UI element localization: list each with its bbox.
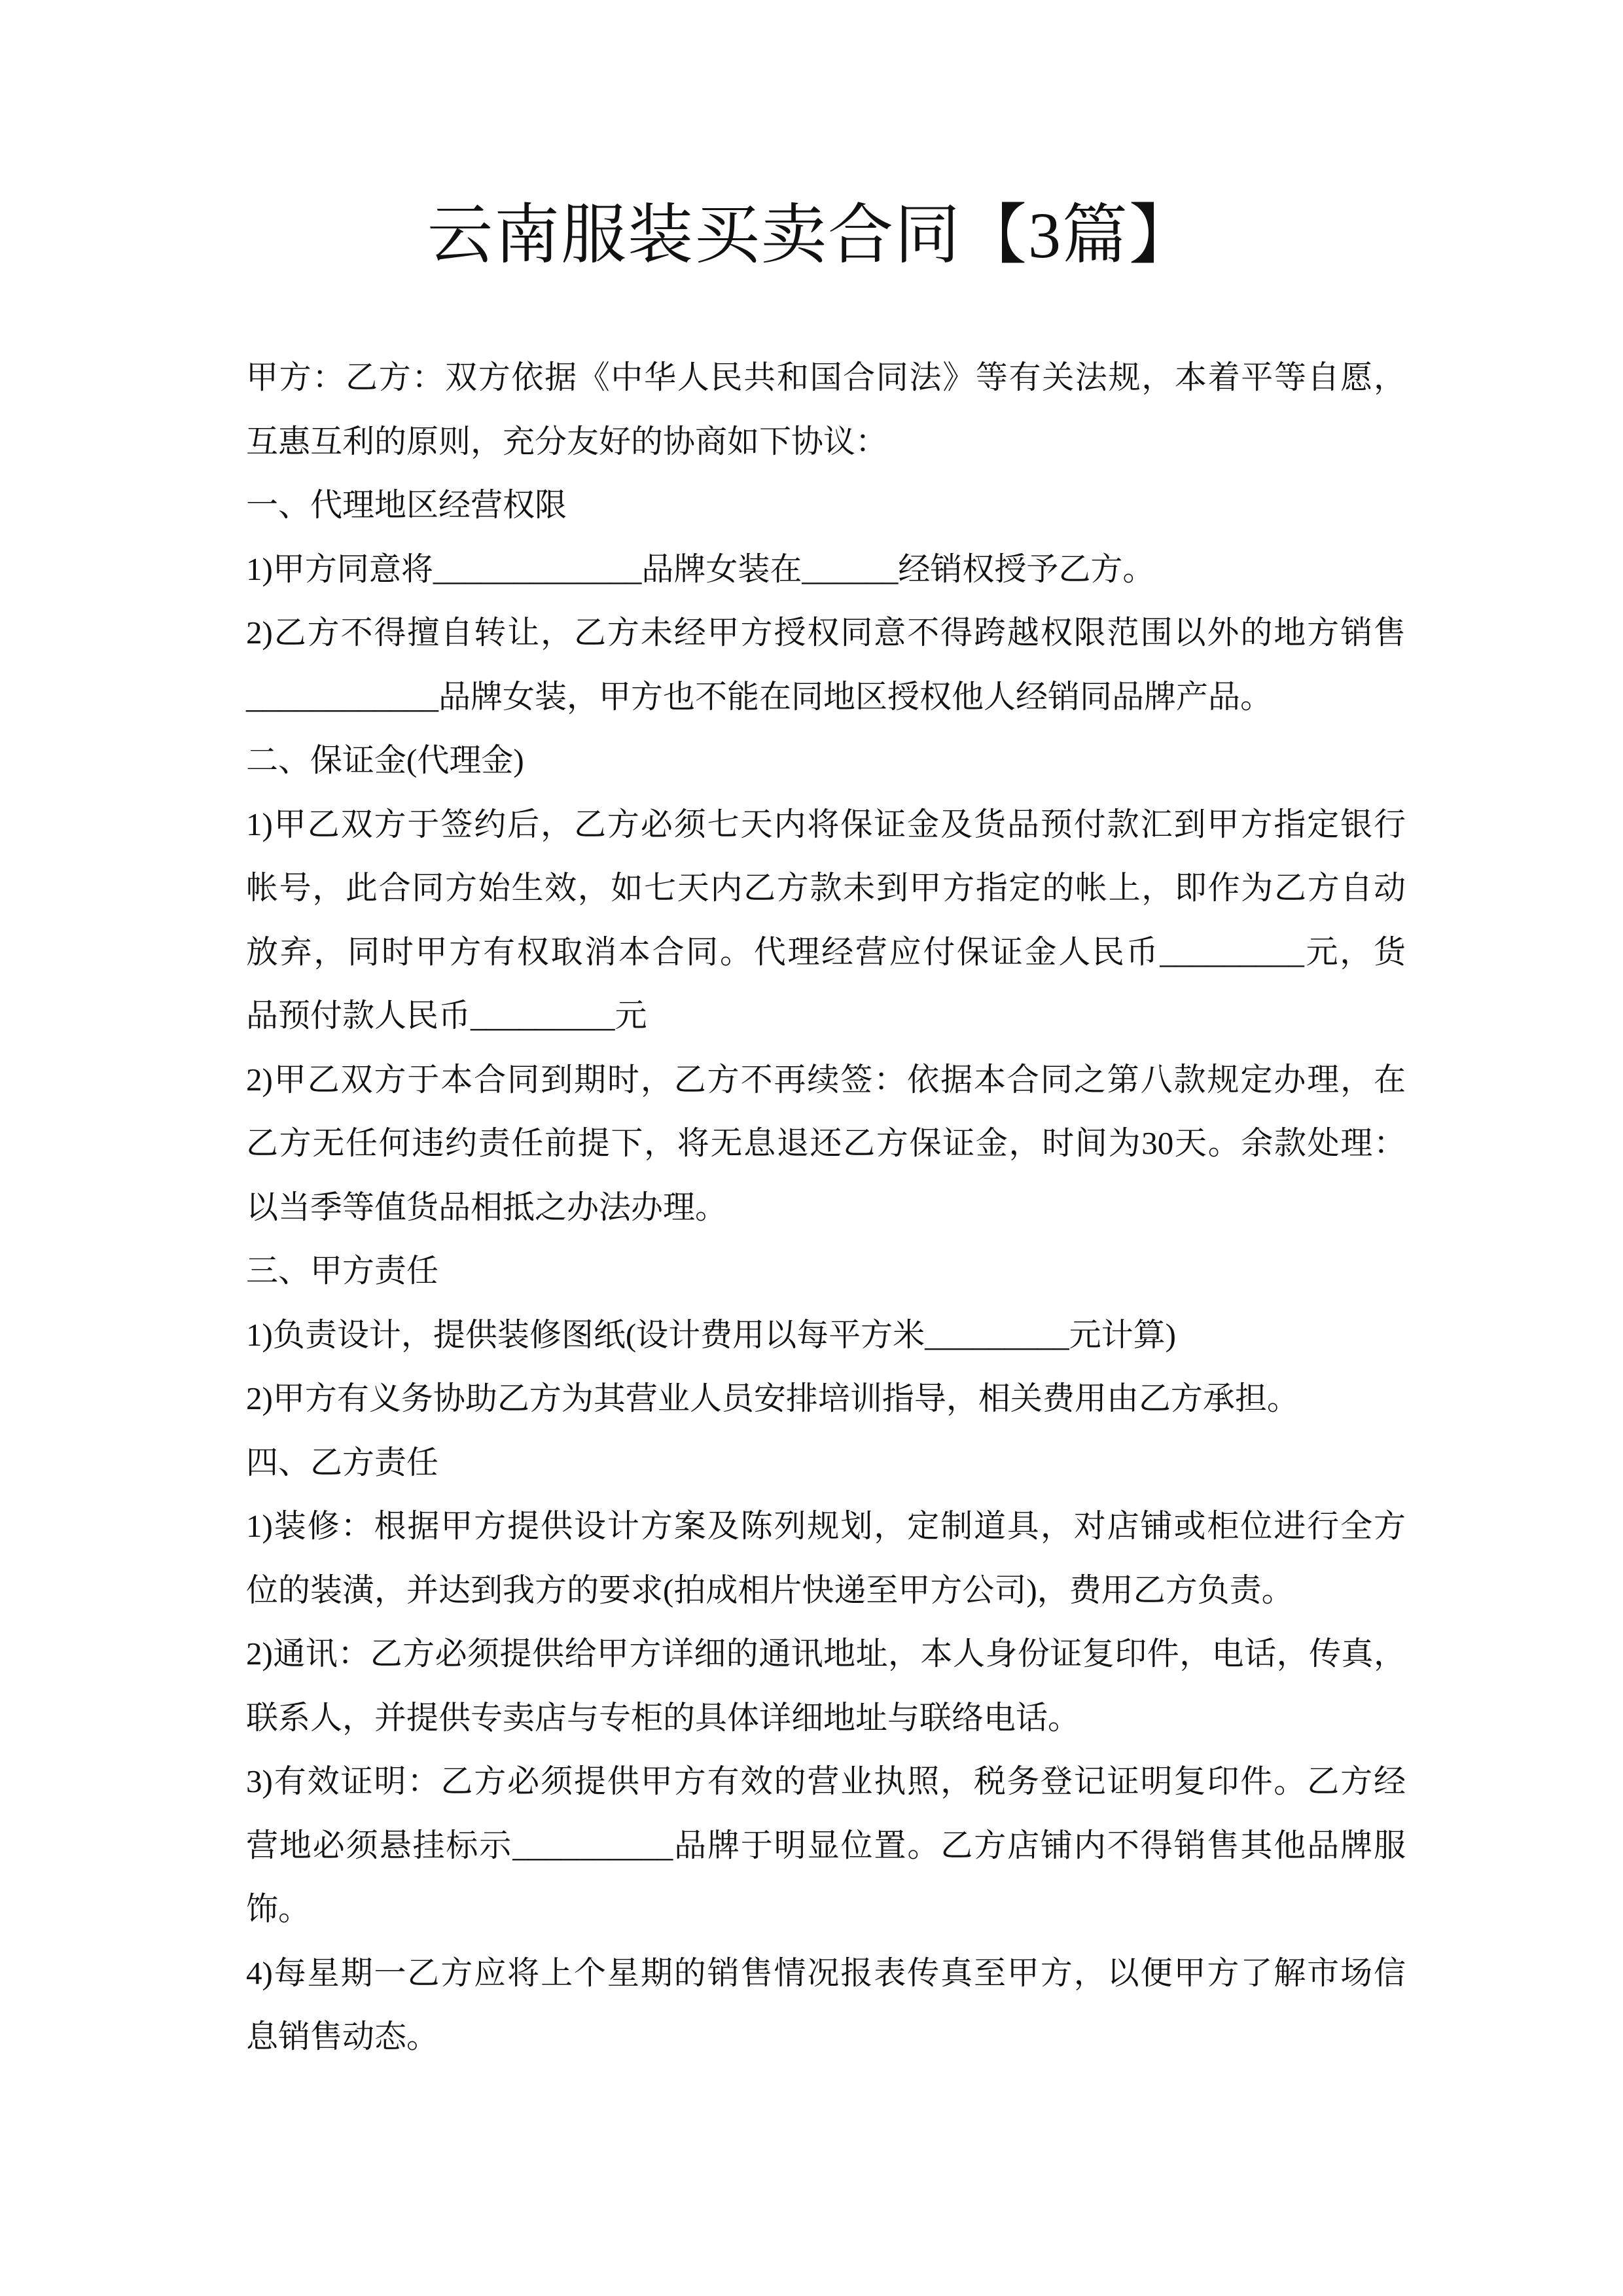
paragraph-line: 甲方：乙方：双方依据《中华人民共和国合同法》等有关法规，本着平等自愿， <box>246 359 1406 395</box>
paragraph-line: 放弃，同时甲方有权取消本合同。代理经营应付保证金人民币_________元，货 <box>246 933 1406 970</box>
paragraph-line: 2)甲方有义务协助乙方为其营业人员安排培训指导，相关费用由乙方承担。 <box>246 1380 1299 1416</box>
paragraph-line: 1)装修：根据甲方提供设计方案及陈列规划，定制道具，对店铺或柜位进行全方 <box>246 1508 1406 1544</box>
section-heading: 一、代理地区经营权限 <box>246 487 567 523</box>
paragraph-line: 乙方无任何违约责任前提下，将无息退还乙方保证金，时间为30天。余款处理： <box>246 1125 1406 1161</box>
paragraph-line: 位的装潢，并达到我方的要求(拍成相片快递至甲方公司)，费用乙方负责。 <box>246 1571 1294 1608</box>
paragraph-line: 营地必须悬挂标示__________品牌于明显位置。乙方店铺内不得销售其他品牌服 <box>246 1827 1406 1863</box>
document-title: 云南服装买卖合同【3篇】 <box>427 199 1196 272</box>
paragraph-line: 帐号，此合同方始生效，如七天内乙方款未到甲方指定的帐上，即作为乙方自动 <box>246 870 1406 906</box>
paragraph-line: 互惠互利的原则，充分友好的协商如下协议： <box>246 423 888 459</box>
paragraph-line: 饰。 <box>246 1891 311 1927</box>
paragraph-line: 2)乙方不得擅自转让，乙方未经甲方授权同意不得跨越权限范围以外的地方销售 <box>246 615 1406 651</box>
paragraph-line: ____________品牌女装，甲方也不能在同地区授权他人经销同品牌产品。 <box>246 678 1273 715</box>
paragraph-line: 1)甲方同意将_____________品牌女装在______经销权授予乙方。 <box>246 550 1155 587</box>
section-heading: 二、保证金(代理金) <box>246 742 524 778</box>
paragraph-line: 1)甲乙双方于签约后，乙方必须七天内将保证金及货品预付款汇到甲方指定银行 <box>246 806 1406 842</box>
paragraph-line: 2)通讯：乙方必须提供给甲方详细的通讯地址，本人身份证复印件，电话，传真， <box>246 1636 1406 1672</box>
paragraph-line: 1)负责设计，提供装修图纸(设计费用以每平方米_________元计算) <box>246 1316 1176 1353</box>
paragraph-line: 以当季等值货品相抵之办法办理。 <box>246 1189 728 1225</box>
section-heading: 三、甲方责任 <box>246 1253 439 1289</box>
section-heading: 四、乙方责任 <box>246 1444 439 1480</box>
document-body <box>246 346 1406 2069</box>
paragraph-line: 联系人，并提供专卖店与专柜的具体详细地址与联络电话。 <box>246 1699 1080 1736</box>
paragraph-line: 3)有效证明：乙方必须提供甲方有效的营业执照，税务登记证明复印件。乙方经 <box>246 1763 1406 1799</box>
paragraph-line: 品预付款人民币_________元 <box>246 997 647 1033</box>
paragraph-line: 2)甲乙双方于本合同到期时，乙方不再续签：依据本合同之第八款规定办理，在 <box>246 1061 1406 1098</box>
paragraph-line: 4)每星期一乙方应将上个星期的销售情况报表传真至甲方，以便甲方了解市场信 <box>246 1954 1406 1991</box>
paragraph-line: 息销售动态。 <box>246 2018 439 2054</box>
